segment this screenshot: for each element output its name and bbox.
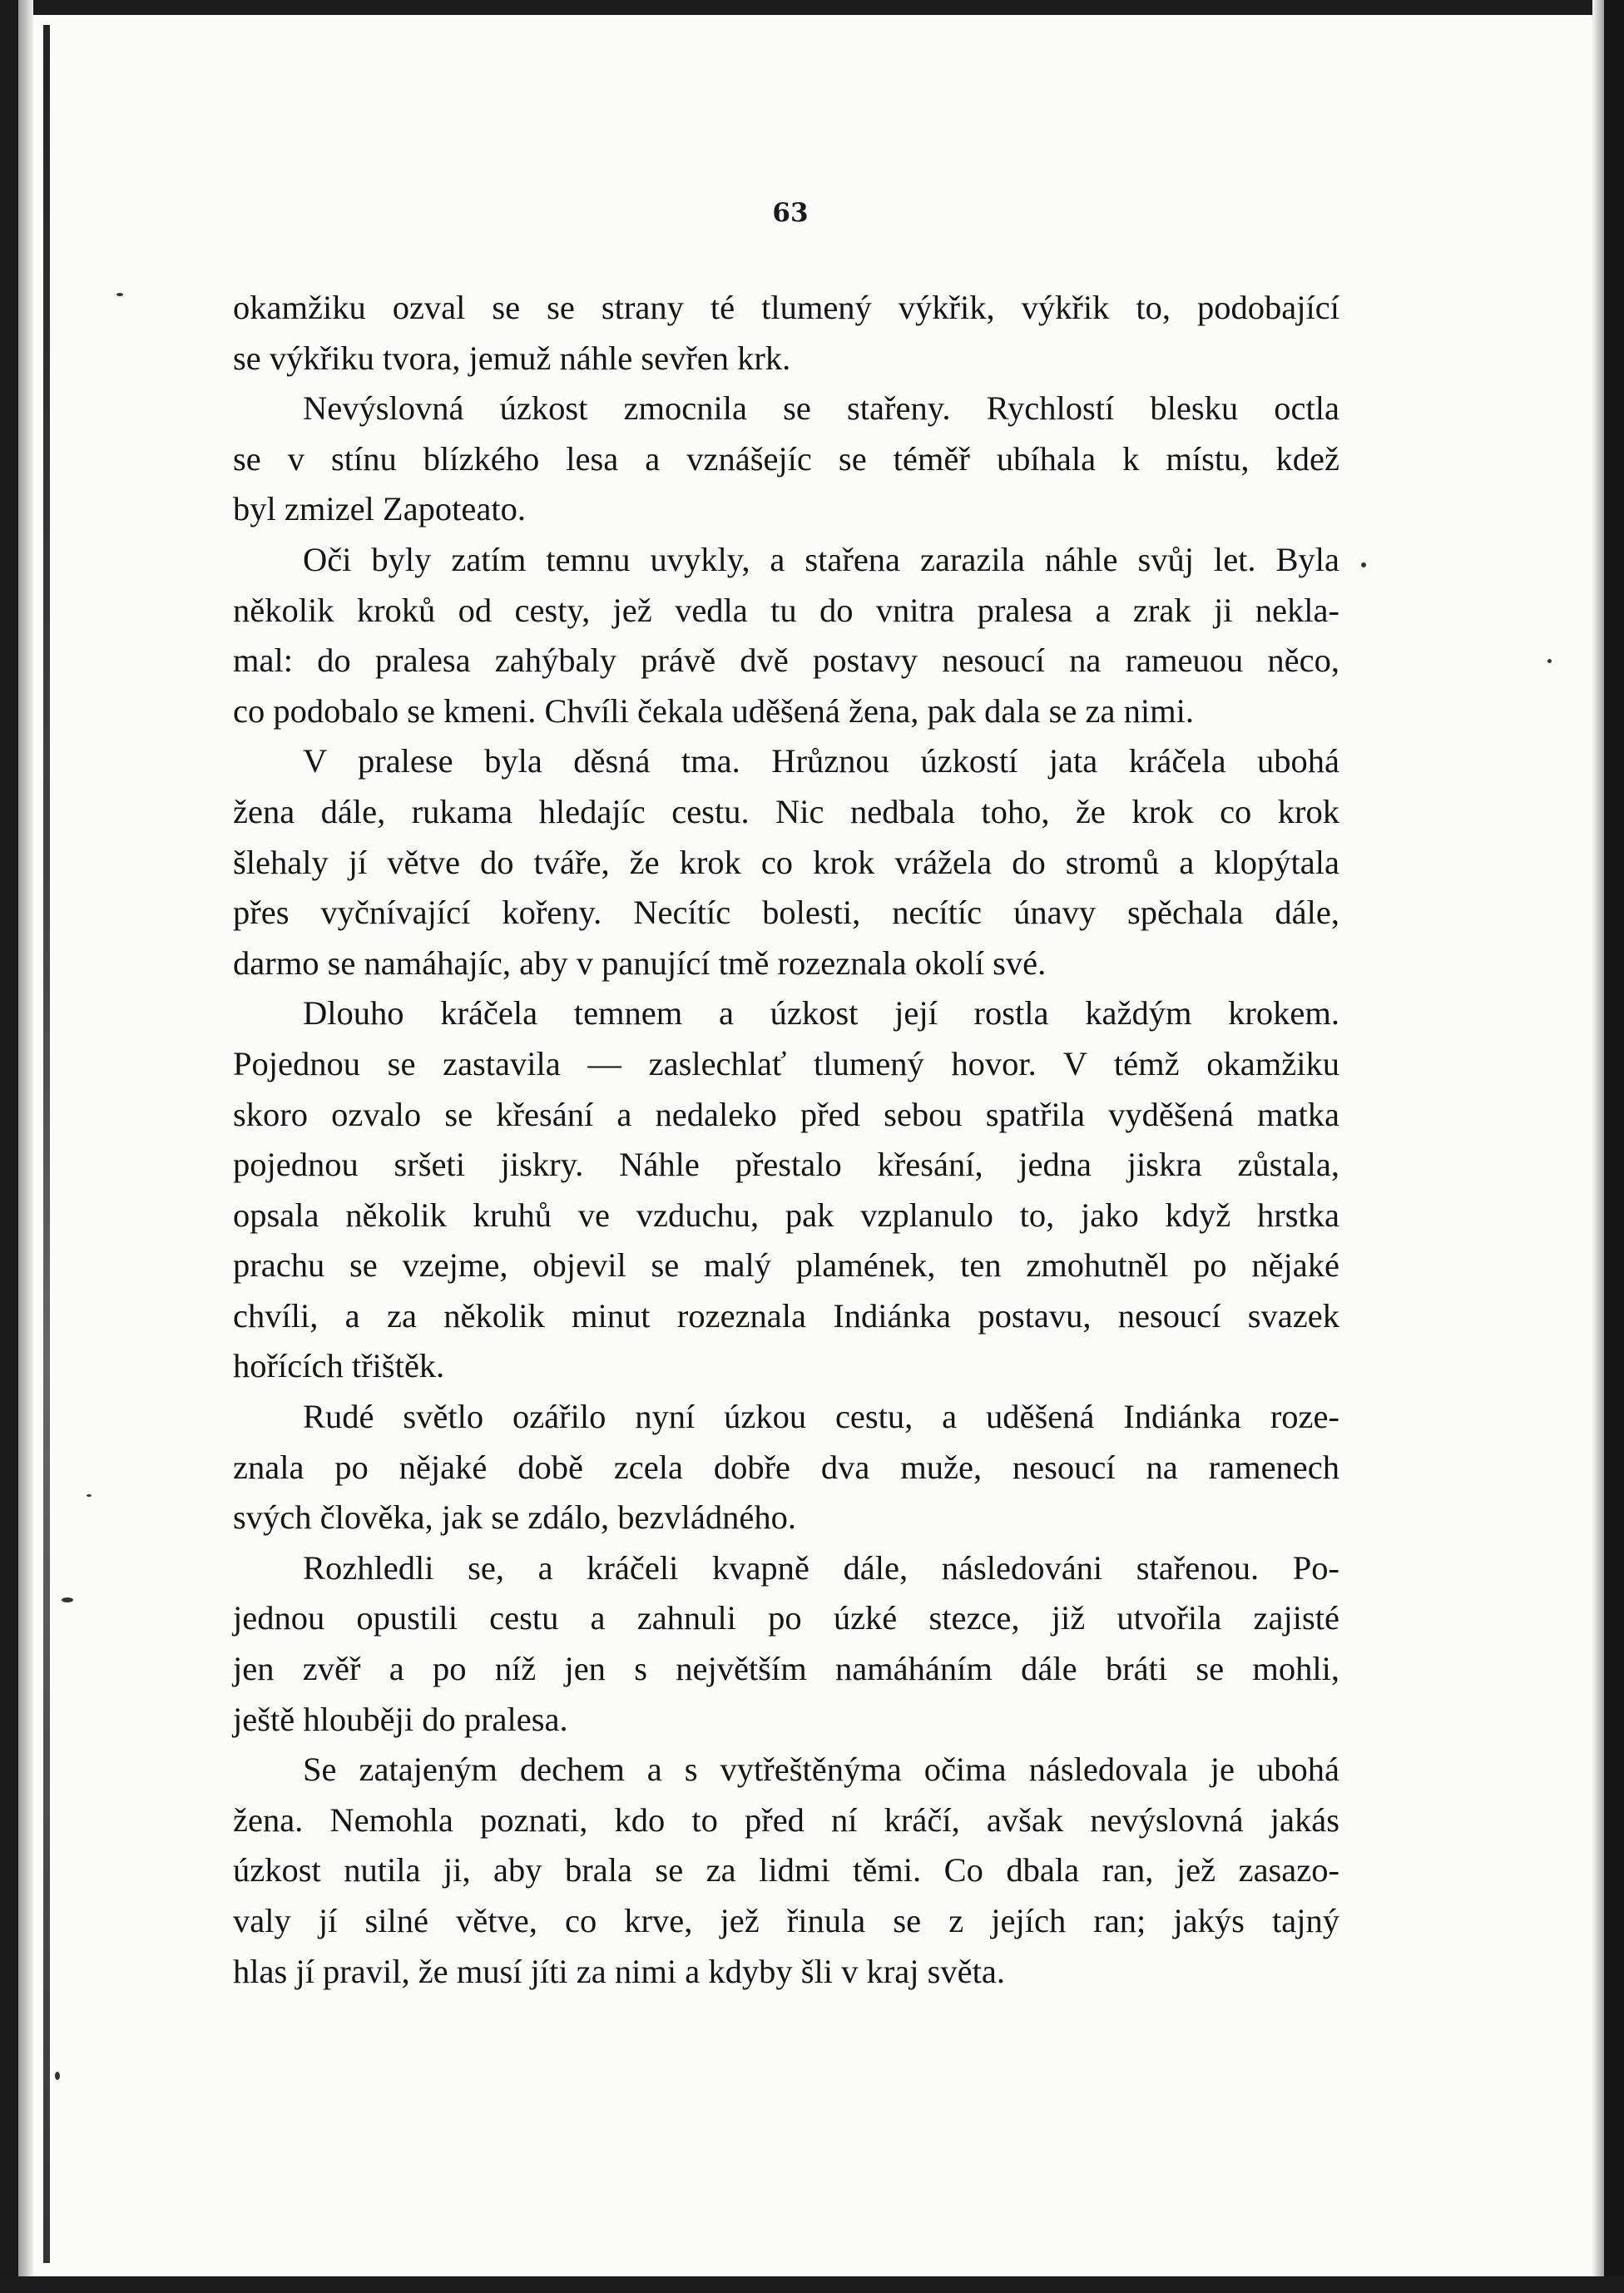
text-line: ještě hlouběji do pralesa.: [233, 1700, 568, 1738]
text-line: Rudé světlo ozářilo nyní úzkou cestu, a uděšená Indiánka roze-: [303, 1398, 1339, 1436]
scan-edge-bottom: [0, 2276, 1624, 2293]
text-line: Pojednou se zastavila — zaslechlať tlumený hovor. V témž okamžiku: [233, 1044, 1339, 1082]
page-number: 63: [772, 198, 809, 228]
paragraph: [233, 535, 1339, 736]
paragraph: [233, 988, 1339, 1392]
scan-edge-left: [0, 0, 18, 2293]
text-line: byl zmizel Zapoteato.: [233, 490, 526, 528]
text-line: jednou opustili cestu a zahnuli po úzké stezce, již utvořila zajisté: [233, 1599, 1339, 1637]
paragraph: [233, 283, 1339, 384]
text-line: opsala několik kruhů ve vzduchu, pak vzplanulo to, jako když hrstka: [233, 1196, 1339, 1234]
text-line: žena dále, rukama hledajíc cestu. Nic nedbala toho, že krok co krok: [233, 792, 1339, 830]
paragraph: [233, 736, 1339, 988]
text-line: valy jí silné větve, co krve, jež řinula se z jejích ran; jakýs tajný: [233, 1902, 1339, 1939]
text-line: Oči byly zatím temnu uvykly, a stařena zarazila náhle svůj let. Byla: [303, 540, 1339, 578]
text-line: skoro ozvalo se křesání a nedaleko před sebou spatřila vyděšená matka: [233, 1095, 1339, 1133]
text-line: V pralese byla děsná tma. Hrůznou úzkostí jata kráčela ubohá: [303, 742, 1339, 780]
paragraph: [233, 1543, 1339, 1745]
text-line: znala po nějaké době zcela dobře dva muže, nesoucí na ramenech: [233, 1448, 1339, 1486]
text-line: přes vyčnívající kořeny. Necítíc bolesti, necítíc únavy spěchala dále,: [233, 894, 1339, 932]
paragraph: [233, 384, 1339, 535]
text-line: hořících třištěk.: [233, 1347, 445, 1385]
text-line: jen zvěř a po níž jen s největším namáháním dále bráti se mohli,: [233, 1650, 1339, 1688]
text-line: několik kroků od cesty, jež vedla tu do vnitra pralesa a zrak ji nekla-: [233, 591, 1339, 629]
scan-speck: [1361, 562, 1366, 567]
scan-speck: [62, 1597, 73, 1602]
text-line: se v stínu blízkého lesa a vznášejíc se téměř ubíhala k místu, kdež: [233, 439, 1339, 478]
text-line: prachu se vzejme, objevil se malý plamének, ten zmohutněl po nějaké: [233, 1246, 1339, 1285]
text-line: co podobalo se kmeni. Chvíli čekala uděšená žena, pak dala se za nimi.: [233, 691, 1194, 730]
text-line: darmo se namáhajíc, aby v panující tmě rozeznala okolí své.: [233, 943, 1047, 982]
text-line: šlehaly jí větve do tváře, že krok co krok vrážela do stromů a klopýtala: [233, 843, 1339, 881]
text-line: hlas jí pravil, že musí jíti za nimi a kdyby šli v kraj světa.: [233, 1952, 1005, 1990]
text-line: okamžiku ozval se se strany té tlumený výkřik, výkřik to, podobající: [233, 289, 1339, 326]
scan-speck: [1547, 659, 1552, 663]
text-line: se výkřiku tvora, jemuž náhle sevřen krk.: [233, 339, 791, 377]
scan-shadow-left: [18, 0, 33, 2293]
text-line: chvíli, a za několik minut rozeznala Indiánka postavu, nesoucí svazek: [233, 1296, 1339, 1335]
text-line: pojednou sršeti jiskry. Náhle přestalo křesání, jedna jiskra zůstala,: [233, 1146, 1339, 1184]
text-line: Se zatajeným dechem a s vytřeštěnýma očima následovala je ubohá: [303, 1751, 1339, 1789]
text-line: mal: do pralesa zahýbaly právě dvě postavy nesoucí na rameuou něco,: [233, 641, 1339, 680]
text-line: Dlouho kráčela temnem a úzkost její rostla každým krokem.: [303, 994, 1339, 1033]
scan-edge-right: [1604, 0, 1624, 2293]
binding-spine-mark: [43, 25, 50, 2263]
text-line: úzkost nutila ji, aby brala se za lidmi těmi. Co dbala ran, jež zasazo-: [233, 1851, 1339, 1889]
body-text: [233, 283, 1339, 1997]
scan-edge-top: [0, 0, 1624, 15]
scan-shadow-right: [1592, 0, 1604, 2293]
text-line: svých člověka, jak se zdálo, bezvládného.: [233, 1498, 796, 1537]
scan-speck: [87, 1494, 92, 1497]
text-line: žena. Nemohla poznati, kdo to před ní kráčí, avšak nevýslovná jakás: [233, 1800, 1339, 1839]
paragraph: [233, 1745, 1339, 1997]
paragraph: [233, 1392, 1339, 1543]
scan-speck: [116, 293, 123, 296]
scan-speck: [55, 2072, 60, 2080]
text-line: Rozhledli se, a kráčeli kvapně dále, následováni stařenou. Po-: [303, 1548, 1339, 1587]
text-line: Nevýslovná úzkost zmocnila se stařeny. Rychlostí blesku octla: [303, 389, 1339, 428]
